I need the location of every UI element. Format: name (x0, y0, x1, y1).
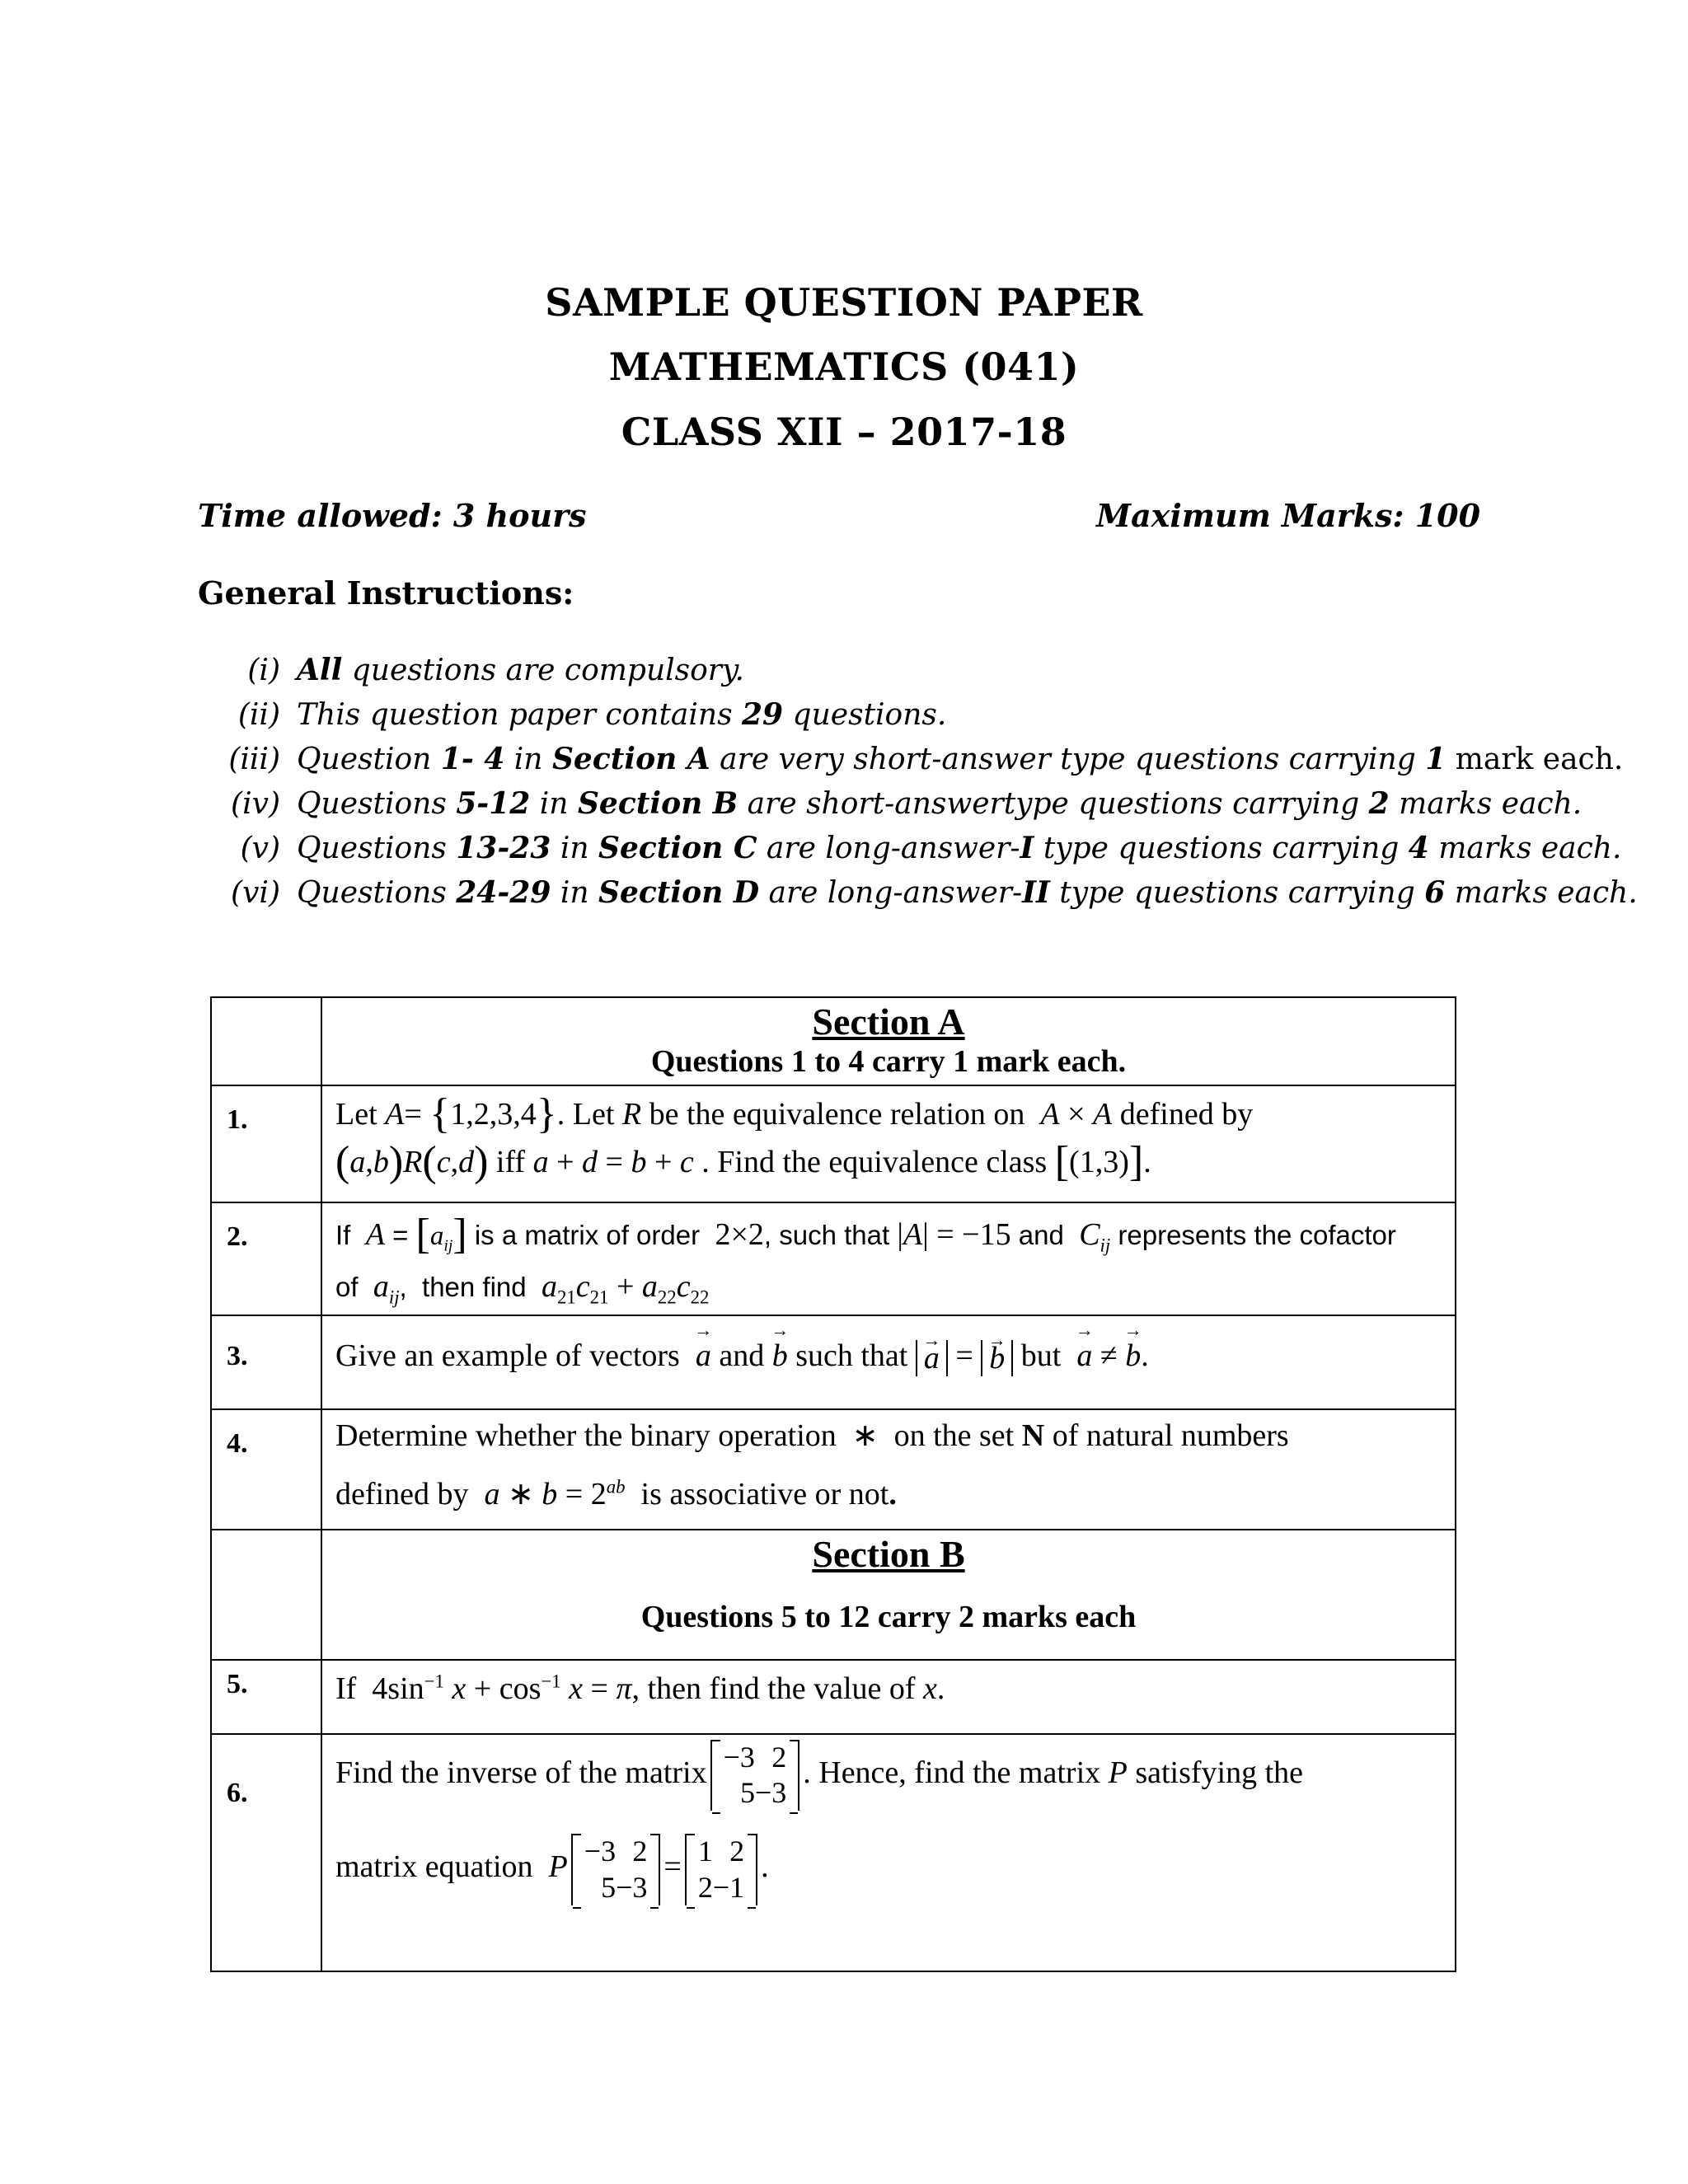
question-4: Determine whether the binary operation ∗ on the set N of natural numbers defined by a ∗ $b = 2^{ab}$ is associative or not. (321, 1409, 1456, 1530)
section-a-header (321, 997, 1456, 1085)
questions-table (210, 996, 1456, 1972)
instruction-item: (iv) Questions 5-12 in Section B are short-answertype questions carrying 2 marks each. (231, 786, 1582, 821)
question-number: 5. (211, 1660, 321, 1734)
section-a-title: Section A (812, 1001, 965, 1043)
question-number: 3. (211, 1315, 321, 1409)
empty-cell (211, 1530, 321, 1660)
section-b-subtitle: Questions 5 to 12 carry 2 marks each (640, 1600, 1137, 1634)
general-instructions-heading: General Instructions: (198, 574, 574, 612)
question-number: 6. (211, 1734, 321, 1971)
instruction-item: (iii) Question 1- 4 in Section A are very short-answer type questions carrying 1 mark each. (228, 742, 1624, 776)
question-5: If $4\sin^{-1}$ $x + \cos^{-1} x = \pi$, then find the value of x. (321, 1660, 1456, 1734)
paper-title: SAMPLE QUESTION PAPER (545, 280, 1143, 325)
instruction-item: (i) All questions are compulsory. (247, 653, 745, 687)
question-number: 1. (211, 1085, 321, 1202)
question-1: Let A= {1,2,3,4}. Let R be the equivalence relation on A × A defined by (a,b)R(c,d) iff a + d = b + c . Find the equivalence class [(1,3)]. (321, 1085, 1456, 1202)
section-a-subtitle: Questions 1 to 4 carry 1 mark each. (650, 1044, 1127, 1079)
question-3: Give an example of vectors → a and → b such that → a = → b but → a ≠ → b. (321, 1315, 1456, 1409)
section-b-title: Section B (812, 1533, 965, 1575)
instruction-item: (ii) This question paper contains 29 questions. (237, 697, 947, 732)
class-title: CLASS XII – 2017-18 (621, 410, 1067, 454)
subject-title: MATHEMATICS (041) (608, 344, 1080, 389)
instruction-item: (v) Questions 13-23 in Section C are long-answer-I type questions carrying 4 marks each. (240, 831, 1622, 865)
time-allowed: Time allowed: 3 hours (198, 497, 587, 534)
instruction-item: (vi) Questions 24-29 in Section D are long-answer-II type questions carrying 6 marks each. (231, 875, 1638, 910)
question-6: Find the inverse of the matrix −3 2 5 −3 . Hence, find the matrix P satisfying the matrix equation P −3 2 5 −3 = 1 2 2 −1 . (321, 1734, 1456, 1971)
empty-cell (211, 997, 321, 1085)
question-2: If $A = [a_{ij}]$ is a matrix of order 2×2, such that |A| = −15 and $C_{ij}$ represents the cofactor of $a_{ij}$, then find $a_{21}c_{21} + a_{22}c_{22}$ (321, 1202, 1456, 1315)
maximum-marks: Maximum Marks: 100 (1096, 497, 1481, 534)
question-number: 2. (211, 1202, 321, 1315)
section-b-header (321, 1530, 1456, 1660)
question-number: 4. (211, 1409, 321, 1530)
